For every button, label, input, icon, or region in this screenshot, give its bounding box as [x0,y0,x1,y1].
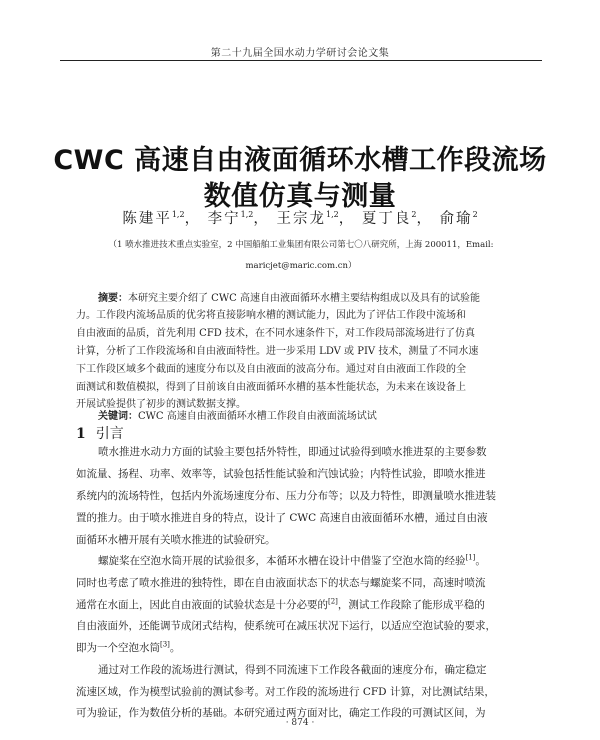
body-line [76,466,528,481]
body-line-text: 流速区域，作为模型试验前的测试参考。对工作段的流场进行 CFD 计算，对比测试结果， [76,686,495,698]
body-line-text: 如流量、扬程、功率、效率等，试验包括性能试验和汽蚀试验；内特性试验，即喷水推进 [76,468,486,480]
header-rule [60,60,542,61]
abstract-line [76,378,526,393]
author-separator: ， [416,211,433,227]
body-line [76,510,528,525]
keywords-text: CWC 高速自由液面循环水槽工作段自由液面流场试试 [138,411,377,422]
abstract-line [76,306,526,321]
author-affil-sup: 1,2 [240,210,254,220]
author-name: 夏丁良 [361,211,412,227]
author-list [0,207,600,228]
body-line [76,532,528,547]
body-line-text: 即为一个空泡水筒 [76,642,160,654]
author-affil-sup: 1,2 [326,210,339,220]
citation-ref: [2] [328,597,338,606]
abstract-label: 摘要： [98,293,128,304]
abstract-text: 面测试和数值模拟，得到了目前该自由液面循环水槽的基本性能状态，为未来在该设备上 [76,382,466,393]
body-line-tail: 。 [169,642,181,654]
body-line [76,684,528,699]
body-line [76,618,528,633]
author-name: 王宗龙 [276,211,327,227]
body-line-text: 自由液面外，还能调节成闭式结构，使系统可在减压状况下运行，以适应空泡试验的要求， [76,620,496,632]
author-name: 李宁 [207,211,241,227]
body-line [76,488,528,503]
body-line-text: 同时也考虑了喷水推进的独特性，即在自由液面状态下的状态与螺旋桨不同，高速时喷流 [76,577,486,589]
body-line-tail: ，测试工作段除了能形成平稳的 [337,599,485,611]
abstract-text: 本研究主要介绍了 CWC 高速自由液面循环水槽主要结构组成以及具有的试验能 [128,293,480,304]
abstract-line [76,342,526,357]
keywords-label: 关键词： [98,411,138,422]
affiliation-line-2: maricjet@maric.com.cn） [245,261,357,271]
abstract-text: 计算，分析了工作段流场和自由液面特性。进一步采用 LDV 或 PIV 技术，测量了不同水速 [76,346,479,357]
abstract-line [98,289,526,304]
body-line-text: 喷水推进水动力方面的试验主要包括外特性，即通过试验得到喷水推进泵的主要参数 [98,446,487,458]
body-line-text: 面循环水槽开展有关喷水推进的试验研究。 [76,534,276,546]
body-line-text: 通过对工作段的流场进行测试，得到不同流速下工作段各截面的速度分布，确定稳定 [98,664,487,676]
paper-title-line-1: CWC 高速自由液面循环水槽工作段流场 [53,145,547,176]
body-line [76,575,528,590]
abstract-text: 下工作段区域多个截面的速度分布以及自由液面的波高分布。通过对自由液面工作段的全 [76,364,466,375]
body-line [76,640,528,655]
running-header: 第二十九届全国水动力学研讨会论文集 [210,48,390,59]
abstract-text: 开展试验提供了初步的测试数据支撑。 [76,399,246,410]
author-separator: ， [253,211,270,227]
body-line-text: 系统内的流场特性，包括内外流场速度分布、压力分布等；以及力特性，即测量喷水推进装 [76,490,496,502]
affiliation-line-1: （1 喷水推进技术重点实验室，2 中国船舶工业集团有限公司第七〇八研究所，上海 200011，Email: [108,240,494,250]
body-line-text: 置的推力。由于喷水推进自身的特点，设计了 CWC 高速自由液面循环水槽，通过自由液 [76,512,488,524]
body-line [98,662,528,677]
abstract-text: 力。工作段内流场品质的优劣将直接影响水槽的测试能力，因此为了评估工作段中流场和 [76,310,466,321]
author-name: 俞瑜 [439,211,473,227]
author-affil-sup: 2 [472,210,478,220]
author-affil-sup: 1,2 [171,210,185,220]
page-number: · 874 · [285,718,315,728]
abstract-text: 自由液面的品质，首先利用 CFD 技术，在不同水速条件下，对工作段局部流场进行了仿真 [76,328,475,339]
body-line-text: 螺旋桨在空泡水筒开展的试验很多，本循环水槽在设计中借鉴了空泡水筒的经验 [98,555,466,567]
body-line [76,597,528,612]
abstract-line [76,324,526,339]
section-number: 1 [76,426,86,442]
author-separator: ， [338,211,356,227]
author-name: 陈建平 [122,211,172,227]
keywords-line [98,407,526,422]
author-separator: ， [184,211,202,227]
body-line-tail: 。 [475,555,486,567]
citation-ref: [3] [160,640,170,649]
paper-title-line-2: 数值仿真与测量 [203,181,397,212]
author-affil-sup: 2 [411,210,417,220]
body-line [98,444,528,459]
section-heading [76,423,124,443]
abstract-line [76,360,526,375]
body-line-text: 通常在水面上，因此自由液面的试验状态是十分必要的 [76,599,328,611]
citation-ref: [1] [465,553,476,562]
body-line-text: 可为验证，作为数值分析的基础。本研究通过两方面对比，确定工作段的可测试区间，为 [76,707,486,719]
section-title: 引言 [95,426,124,442]
body-line [98,553,528,568]
